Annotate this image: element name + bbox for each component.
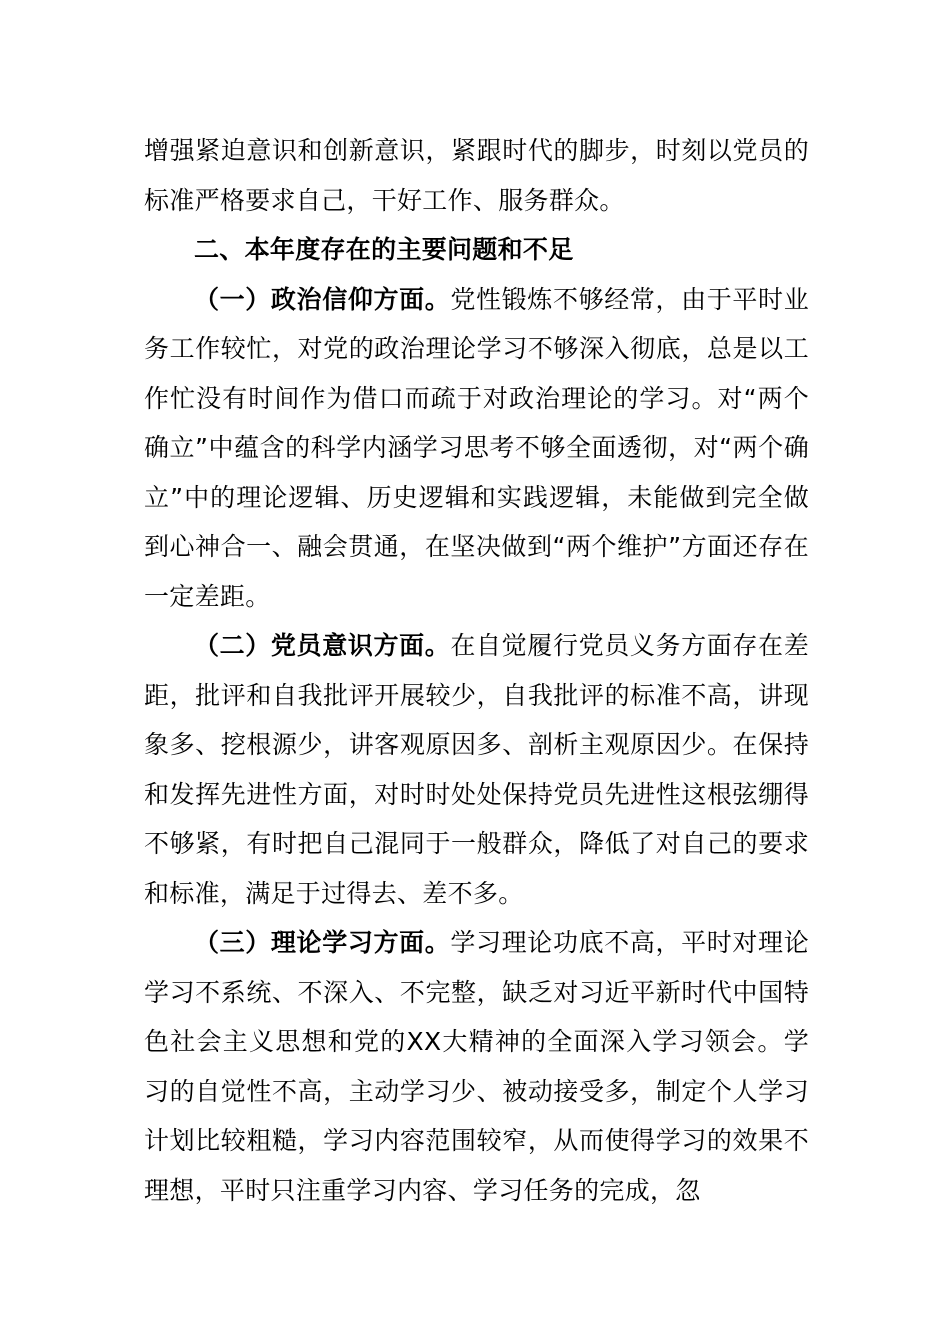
paragraph-text: 增强紧迫意识和创新意识，紧跟时代的脚步，时刻以党员的标准严格要求自己，干好工作、服务群众。 [144, 136, 809, 215]
subsection-lead: （三）理论学习方面。 [194, 928, 451, 957]
subsection-text: 党性锻炼不够经常，由于平时业务工作较忙，对党的政治理论学习不够深入彻底，总是以工作忙没有时间作为借口而疏于对政治理论的学习。对“两个确立”中蕴含的科学内涵学习思考不够全面透彻，对“两个确立”中的理论逻辑、历史逻辑和实践逻辑，未能做到完全做到心神合一、融会贯通，在坚决做到“两个维护”方面还存在一定差距。 [144, 284, 809, 611]
paragraph-continuation [144, 126, 809, 225]
document-body [144, 126, 809, 1215]
section-heading [144, 225, 809, 275]
section-heading-text: 二、本年度存在的主要问题和不足 [194, 235, 574, 264]
subsection-theory-study [144, 918, 809, 1215]
subsection-text: 在自觉履行党员义务方面存在差距，批评和自我批评开展较少，自我批评的标准不高，讲现象多、挖根源少，讲客观原因多、剖析主观原因少。在保持和发挥先进性方面，对时时处处保持党员先进性这根弦绷得不够紧，有时把自己混同于一般群众，降低了对自己的要求和标准，满足于过得去、差不多。 [144, 631, 809, 908]
subsection-party-awareness [144, 621, 809, 918]
subsection-lead: （二）党员意识方面。 [194, 631, 451, 660]
subsection-text: 学习理论功底不高，平时对理论学习不系统、不深入、不完整，缺乏对习近平新时代中国特色社会主义思想和党的XX大精神的全面深入学习领会。学习的自觉性不高，主动学习少、被动接受多，制定个人学习计划比较粗糙，学习内容范围较窄，从而使得学习的效果不理想，平时只注重学习内容、学习任务的完成，忽 [144, 928, 809, 1205]
subsection-political-belief [144, 275, 809, 622]
subsection-lead: （一）政治信仰方面。 [194, 284, 451, 314]
